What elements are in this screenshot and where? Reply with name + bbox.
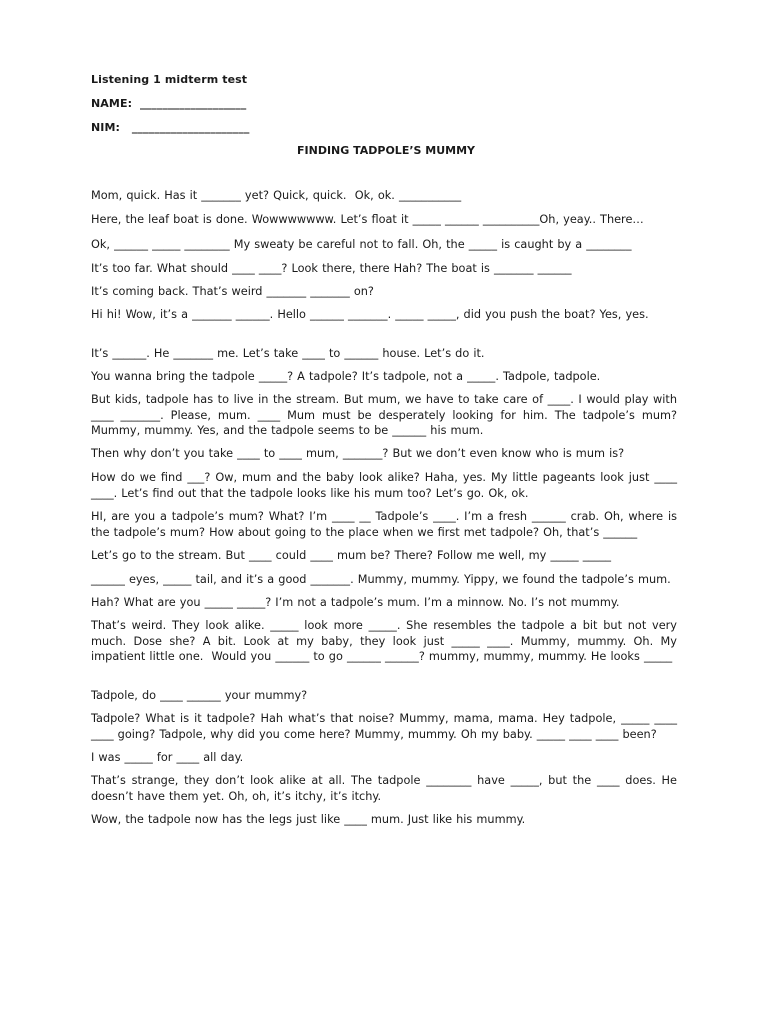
paragraph-3: Ok, ______ _____ ________ My sweaty be careful not to fall. Oh, the _____ is caught by a ________ [91,238,632,251]
paragraph-20: That’s strange, they don’t look alike at all. The tadpole ________ have _____, but the ____ does. He doesn’t have them yet. Oh, oh, it’s itchy, it’s itchy. [91,774,682,803]
paragraph-15: Hah? What are you _____ _____? I’m not a tadpole’s mum. I’m a minnow. No. I’s not mummy. [91,596,620,609]
paragraph-16: That’s weird. They look alike. _____ look more _____. She resembles the tadpole a bit but not very much. Dose she? A bit. Look at my baby, they look just _____ ____. Mummy, mummy. Oh. My impatient little one. Would you ______ to go ______ ______? mummy, mummy, mummy. He looks _____ [91,619,682,664]
document-title: FINDING TADPOLE’S MUMMY [297,144,475,157]
paragraph-7: It’s ______. He _______ me. Let’s take ____ to ______ house. Let’s do it. [91,347,485,360]
paragraph-18: Tadpole? What is it tadpole? Hah what’s that noise? Mummy, mama, mama. Hey tadpole, _____ ____ ____ going? Tadpole, why did you come here? Mummy, mummy. Oh my baby. _____ ____ ____ been? [91,712,682,741]
paragraph-10: Then why don’t you take ____ to ____ mum, _______? But we don’t even know who is mum is? [91,447,625,460]
test-title: Listening 1 midterm test [91,73,248,86]
paragraph-12: HI, are you a tadpole’s mum? What? I’m ____ __ Tadpole’s ____. I’m a fresh ______ crab. Oh, where is the tadpole’s mum? How about going to the place when we first met tadpole? Oh, that’s ______ [91,510,682,539]
paragraph-14: ______ eyes, _____ tail, and it’s a good _______. Mummy, mummy. Yippy, we found the tadpole’s mum. [91,573,671,586]
paragraph-5: It’s coming back. That’s weird _______ _______ on? [91,285,374,298]
paragraph-21: Wow, the tadpole now has the legs just like ____ mum. Just like his mummy. [91,813,526,826]
paragraph-2: Here, the leaf boat is done. Wowwwwwww. Let’s float it _____ ______ __________Oh, yeay.. There… [91,213,644,226]
paragraph-13: Let’s go to the stream. But ____ could ____ mum be? There? Follow me well, my _____ _____ [91,549,612,562]
paragraph-11: How do we find ___? Ow, mum and the baby look alike? Haha, yes. My little pageants look just ____ ____. Let’s find out that the tadpole looks like his mum too? Let’s go. Ok, ok. [91,471,682,500]
name-field-line: NAME: ___________________ [91,97,247,110]
paragraph-4: It’s too far. What should ____ ____? Look there, there Hah? The boat is _______ ______ [91,262,572,275]
paragraph-19: I was _____ for ____ all day. [91,751,244,764]
paragraph-8: You wanna bring the tadpole _____? A tadpole? It’s tadpole, not a _____. Tadpole, tadpole. [91,370,601,383]
paragraph-17: Tadpole, do ____ ______ your mummy? [91,689,308,702]
paragraph-6: Hi hi! Wow, it’s a _______ ______. Hello ______ _______. _____ _____, did you push the boat? Yes, yes. [91,308,649,321]
paragraph-1: Mom, quick. Has it _______ yet? Quick, quick. Ok, ok. ___________ [91,189,462,202]
nim-field-line: NIM: _____________________ [91,121,250,134]
paragraph-9: But kids, tadpole has to live in the stream. But mum, we have to take care of ____. I would play with ____ _______. Please, mum. ____ Mum must be desperately looking for him. The tadpole’s mum? Mummy, mummy. Yes, and the tadpole seems to be ______ his mum. [91,393,682,438]
